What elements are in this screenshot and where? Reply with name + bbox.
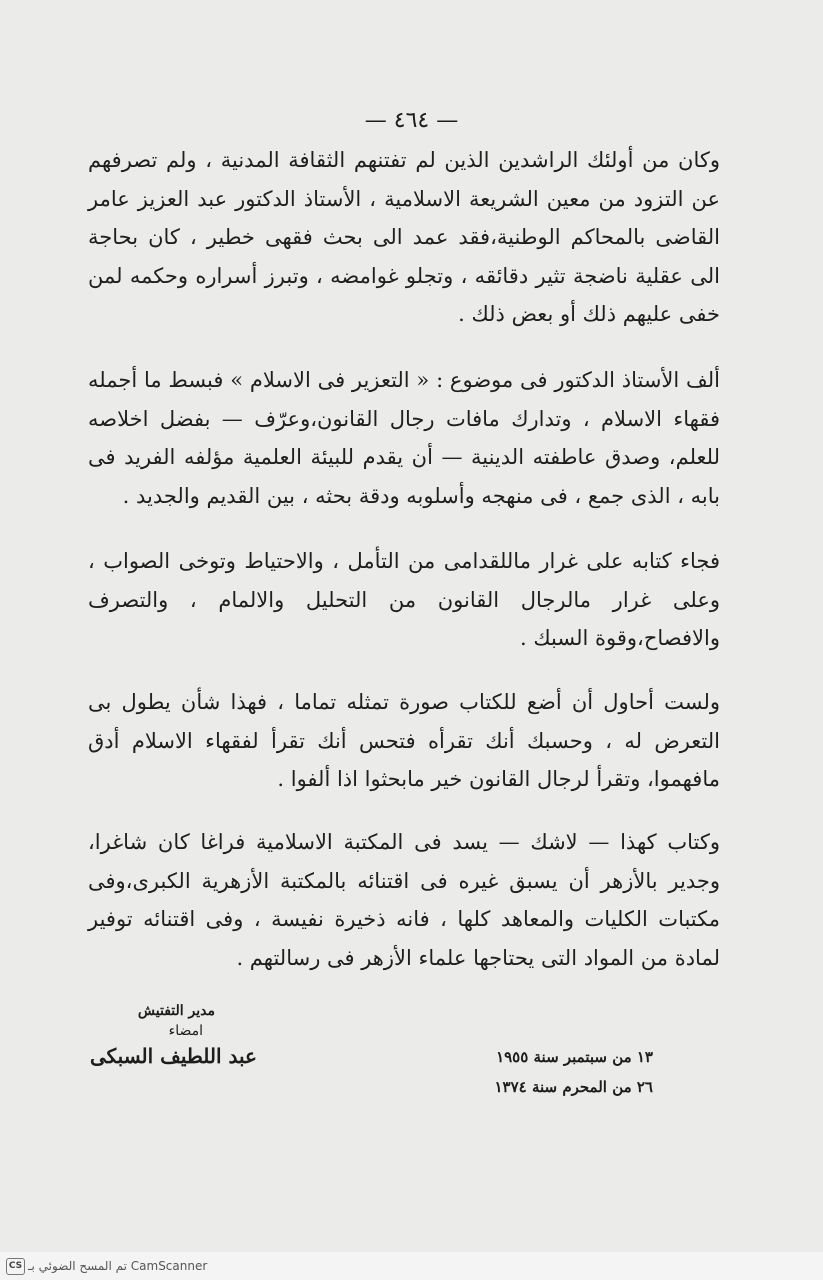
camscanner-logo-icon: CS — [6, 1258, 25, 1275]
paragraph-2: ألف الأستاذ الدكتور فى موضوع : « التعزير فى الاسلام » فبسط ما أجمله فقهاء الاسلام ، وتدارك مافات رجال القانون،وعرّف — بفضل اخلاصه للعلم، وصدق عاطفته الدينية — أن يقدم للبيئة العلمية مؤلفه الفريد فى بابه ، الذى جمع ، فى منهجه وأسلوبه ودقة بحثه ، بين القديم والجديد . — [88, 368, 720, 508]
signature-name: عبد اللطيف السبكى — [89, 1044, 257, 1068]
paragraph-4: ولست أحاول أن أضع للكتاب صورة تمثله تماما ، فهذا شأن يطول بى التعرض له ، وحسبك أنك تقرأه فتحس أنك تقرأ لفقهاء الاسلام أدق مافهموا، وتقرأ لرجال القانون خير مابحثوا اذا ألفوا . — [88, 690, 720, 791]
scanner-watermark-text: تم المسح الضوئي بـ CamScanner — [28, 1259, 208, 1273]
paragraph-3: فجاء كتابه على غرار ماللقدامى من التأمل ، والاحتياط وتوخى الصواب ، وعلى غرار مالرجال القانون من التحليل والالمام ، والتصرف والافصاح،وقوة السبك . — [88, 549, 720, 650]
paragraph-1: وكان من أولئك الراشدين الذين لم تفتنهم الثقافة المدنية ، ولم تصرفهم عن التزود من معين الشريعة الاسلامية ، الأستاذ الدكتور عبد العزيز عامر القاضى بالمحاكم الوطنية،فقد عمد الى بحث فقهى خطير ، كان بحاجة الى عقلية ناضجة تثير دقائقه ، وتجلو غوامضه ، وتبرز أسراره وحكمه لمن خفى عليهم ذلك أو بعض ذلك . — [88, 148, 720, 326]
paragraph-5: وكتاب كهذا — لاشك — يسد فى المكتبة الاسلامية فراغا كان شاغرا، وجدير بالأزهر أن يسبق غيره فى اقتنائه بالمكتبة الأزهرية الكبرى،وفى مكتبات الكليات والمعاهد كلها ، فانه ذخيرة نفيسة ، وفى اقتنائه توفير لمادة من المواد التى يحتاجها علماء الأزهر فى رسالتهم . — [88, 830, 720, 970]
signature-title: مدير التفتيش — [137, 1003, 215, 1019]
date-hijri: ٢٦ من المحرم سنة ١٣٧٤ — [494, 1078, 653, 1096]
page-number: — ٤٦٤ — — [364, 108, 459, 133]
signature-label: امضاء — [168, 1023, 203, 1039]
scanner-footer — [0, 1252, 823, 1280]
date-gregorian: ١٣ من سبتمبر سنة ١٩٥٥ — [496, 1048, 653, 1066]
